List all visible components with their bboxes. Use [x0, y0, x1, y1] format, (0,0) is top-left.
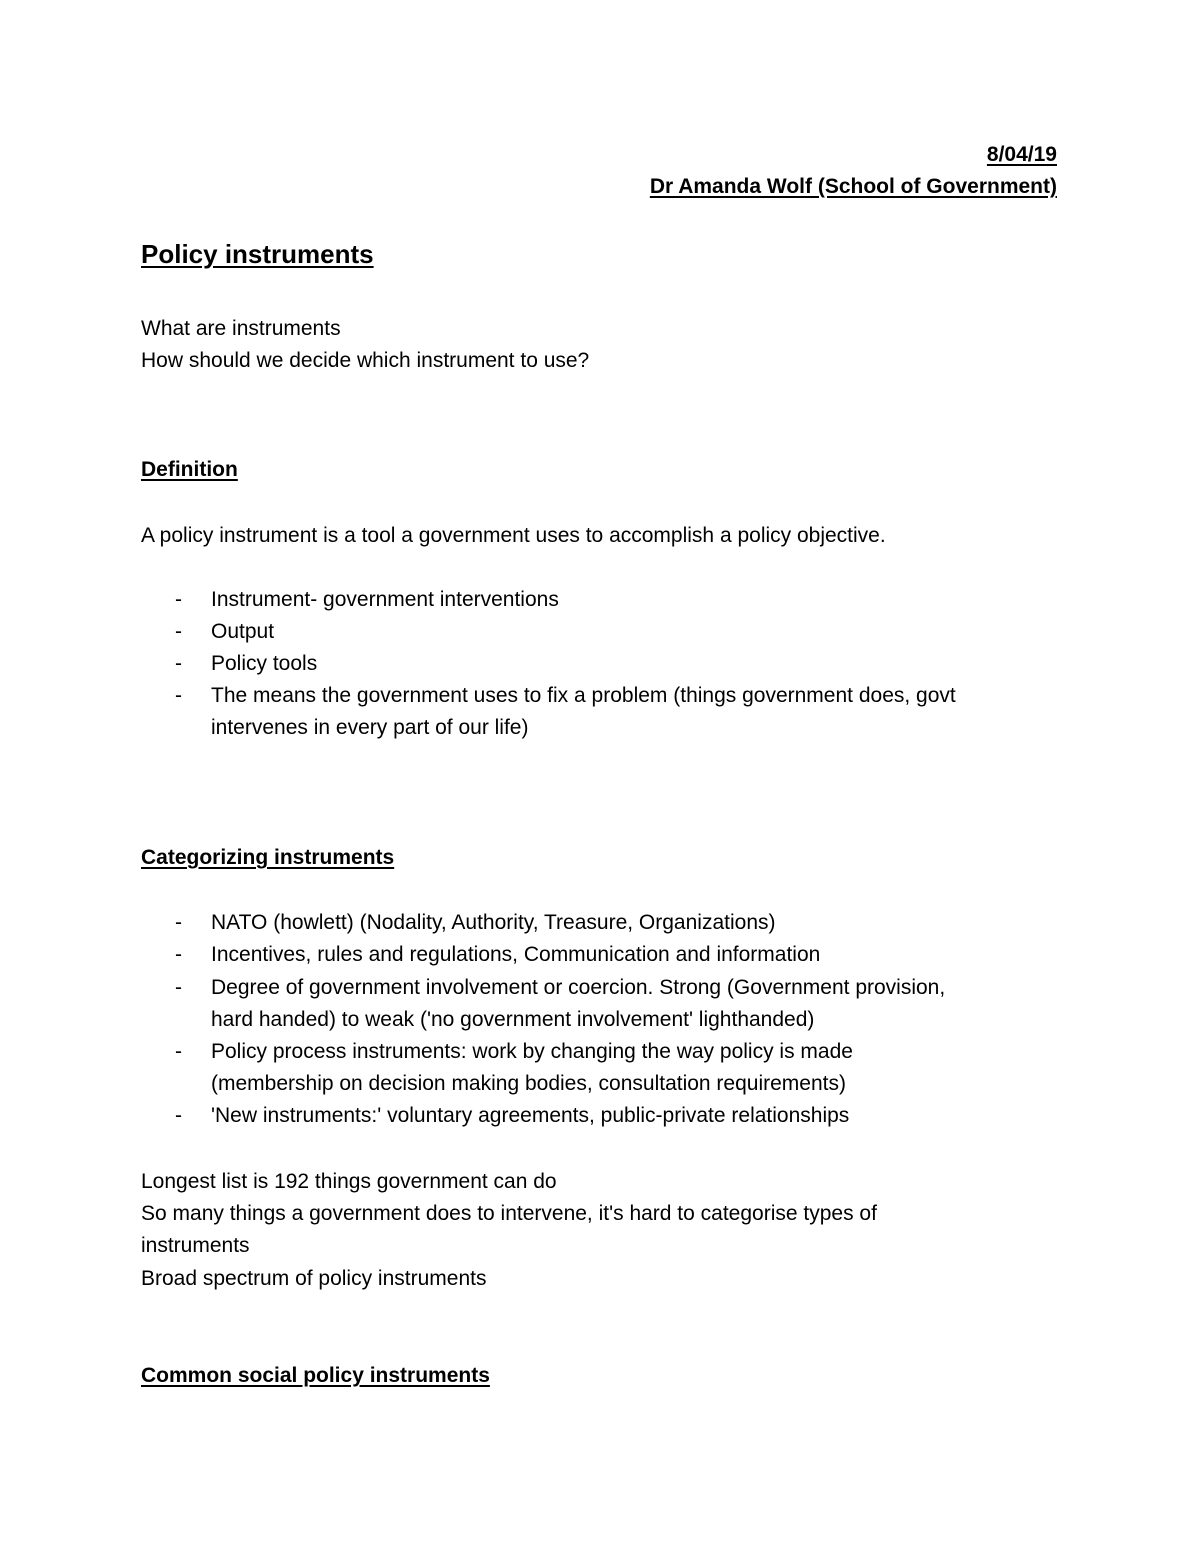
- date-heading: 8/04/19: [986, 143, 1057, 166]
- lecturer-heading: Dr Amanda Wolf (School of Government): [649, 175, 1057, 198]
- note-line: instruments: [141, 1234, 250, 1257]
- definition-heading: Definition: [141, 458, 238, 481]
- definition-bullet: Policy tools: [211, 652, 318, 675]
- note-line: Broad spectrum of policy instruments: [141, 1267, 487, 1290]
- bullet-dash: -: [175, 911, 182, 934]
- bullet-dash: -: [175, 588, 182, 611]
- definition-bullet: The means the government uses to fix a problem (things government does, govt: [211, 684, 956, 707]
- categorizing-heading: Categorizing instruments: [141, 846, 395, 869]
- categorizing-bullet: Incentives, rules and regulations, Communication and information: [211, 943, 821, 966]
- categorizing-bullet-continuation: (membership on decision making bodies, consultation requirements): [211, 1072, 846, 1095]
- bullet-dash: -: [175, 1104, 182, 1127]
- bullet-dash: -: [175, 620, 182, 643]
- bullet-dash: -: [175, 652, 182, 675]
- categorizing-bullet: NATO (howlett) (Nodality, Authority, Treasure, Organizations): [211, 911, 776, 934]
- categorizing-bullet-continuation: hard handed) to weak ('no government involvement' lighthanded): [211, 1008, 815, 1031]
- bullet-dash: -: [175, 1040, 182, 1063]
- definition-bullet: Instrument- government interventions: [211, 588, 559, 611]
- categorizing-bullet: Degree of government involvement or coercion. Strong (Government provision,: [211, 976, 946, 999]
- categorizing-bullet: 'New instruments:' voluntary agreements, public-private relationships: [211, 1104, 850, 1127]
- note-line: Longest list is 192 things government can do: [141, 1170, 557, 1193]
- definition-text: A policy instrument is a tool a government uses to accomplish a policy objective.: [141, 524, 886, 547]
- bullet-dash: -: [175, 684, 182, 707]
- note-line: So many things a government does to intervene, it's hard to categorise types of: [141, 1202, 877, 1225]
- bullet-dash: -: [175, 943, 182, 966]
- intro-line-2: How should we decide which instrument to use?: [141, 349, 590, 372]
- definition-bullet: Output: [211, 620, 275, 643]
- page-title: Policy instruments: [141, 239, 374, 269]
- categorizing-bullet: Policy process instruments: work by changing the way policy is made: [211, 1040, 853, 1063]
- intro-line-1: What are instruments: [141, 317, 341, 340]
- definition-bullet-continuation: intervenes in every part of our life): [211, 716, 529, 739]
- common-instruments-heading: Common social policy instruments: [141, 1364, 490, 1387]
- bullet-dash: -: [175, 976, 182, 999]
